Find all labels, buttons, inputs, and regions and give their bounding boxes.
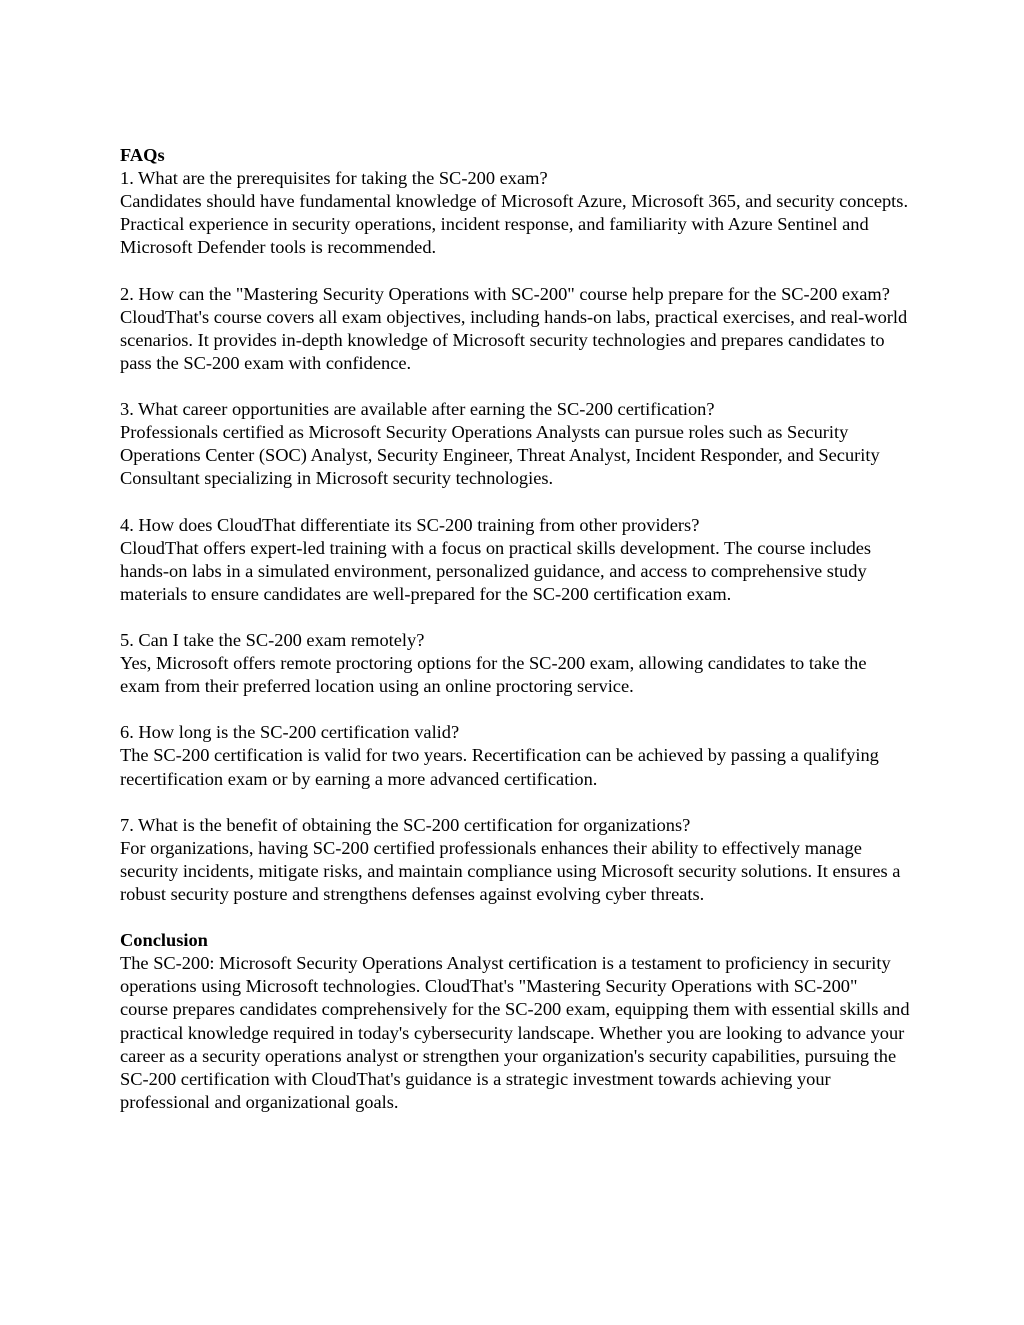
faq-question: 4. How does CloudThat differentiate its SC-200 training from other providers? xyxy=(120,514,700,535)
faq-question: 5. Can I take the SC-200 exam remotely? xyxy=(120,629,425,650)
faq-question: 3. What career opportunities are available after earning the SC-200 certification? xyxy=(120,399,715,420)
faqs-heading: FAQs xyxy=(120,145,165,165)
faq-item xyxy=(120,283,910,375)
faq-question: 6. How long is the SC-200 certification valid? xyxy=(120,722,460,743)
faq-answer: For organizations, having SC-200 certified professionals enhances their ability to effectively manage security incidents, mitigate risks, and maintain compliance using Microsoft security solutions. It ensures a robust security posture and strengthens defenses against evolving cyber threats. xyxy=(120,837,901,904)
faq-item xyxy=(120,629,910,698)
faq-question: 7. What is the benefit of obtaining the SC-200 certification for organizations? xyxy=(120,814,691,835)
faq-answer: CloudThat offers expert-led training with a focus on practical skills development. The course includes hands-on labs in a simulated environment, personalized guidance, and access to comprehensive study materials to ensure candidates are well-prepared for the SC-200 certification exam. xyxy=(120,537,872,604)
faq-answer: Yes, Microsoft offers remote proctoring options for the SC-200 exam, allowing candidates to take the exam from their preferred location using an online proctoring service. xyxy=(120,653,867,697)
conclusion-text: The SC-200: Microsoft Security Operations Analyst certification is a testament to proficiency in security operations using Microsoft technologies. CloudThat's "Mastering Security Operations with SC-200" course prepares candidates comprehensively for the SC-200 exam, equipping them with essential skills and practical knowledge required in today's cybersecurity landscape. Whether you are looking to advance your career as a security operations analyst or strengthen your organization's security capabilities, pursuing the SC-200 certification with CloudThat's guidance is a strategic investment towards achieving your professional and organizational goals. xyxy=(120,953,910,1112)
faq-item xyxy=(120,814,910,906)
faq-question: 1. What are the prerequisites for taking the SC-200 exam? xyxy=(120,168,548,189)
faq-item xyxy=(120,398,910,490)
document-page xyxy=(120,144,910,1137)
faq-item xyxy=(120,721,910,790)
faq-answer: CloudThat's course covers all exam objectives, including hands-on labs, practical exercises, and real-world scenarios. It provides in-depth knowledge of Microsoft security technologies and prepares candidates to pass the SC-200 exam with confidence. xyxy=(120,306,908,373)
conclusion-heading: Conclusion xyxy=(120,930,208,951)
faq-item xyxy=(120,167,910,259)
faq-answer: Candidates should have fundamental knowledge of Microsoft Azure, Microsoft 365, and security concepts. Practical experience in security operations, incident response, and familiarity with Azure Sentinel and Microsoft Defender tools is recommended. xyxy=(120,191,909,258)
faq-answer: The SC-200 certification is valid for two years. Recertification can be achieved by passing a qualifying recertification exam or by earning a more advanced certification. xyxy=(120,745,879,789)
conclusion-section xyxy=(120,929,910,1114)
faq-question: 2. How can the "Mastering Security Operations with SC-200" course help prepare for the SC-200 exam? xyxy=(120,283,890,304)
faq-answer: Professionals certified as Microsoft Security Operations Analysts can pursue roles such as Security Operations Center (SOC) Analyst, Security Engineer, Threat Analyst, Incident Responder, and Security Consultant specializing in Microsoft security technologies. xyxy=(120,422,880,489)
faq-item xyxy=(120,514,910,606)
